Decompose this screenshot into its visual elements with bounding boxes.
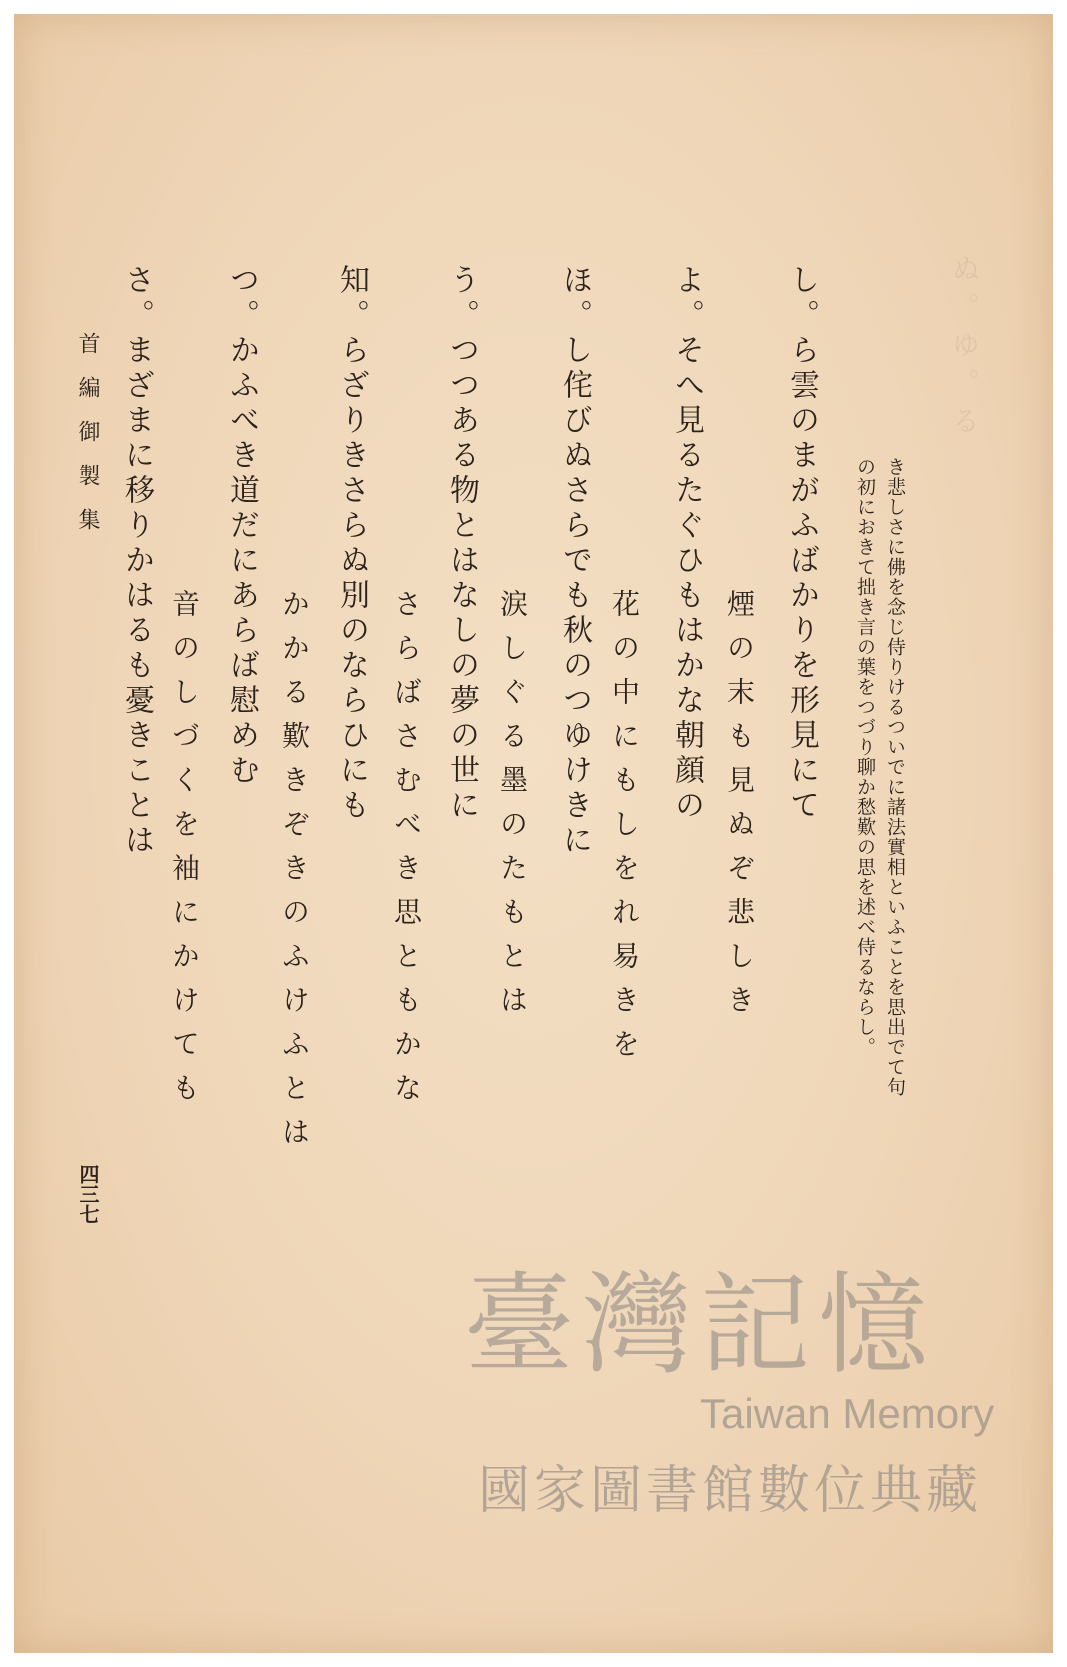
poem-6-lower: 音のしづくを袖にかけても <box>168 589 201 1117</box>
poem-4-lower: さらばさむべき思ともかな <box>390 589 423 1117</box>
poem-2-upper: よ。そへ見るたぐひもはかな朝顔の <box>669 264 704 824</box>
watermark-english: Taiwan Memory <box>700 1390 995 1437</box>
watermark-subtitle: 國家圖書館數位典藏 <box>477 1462 982 1520</box>
page-number: 四三七 <box>76 1164 100 1224</box>
poem-1-upper: し。ら雲のまがふばかりを形見にて <box>784 264 819 824</box>
poem-2-lower: 花の中にもしをれ易きを <box>608 589 641 1073</box>
watermark-chinese: 臺灣記憶 <box>464 1261 936 1389</box>
poem-3-lower: 涙しぐる墨のたもとは <box>496 589 529 1029</box>
poem-4-upper: う。つつある物とはなしの夢の世に <box>444 264 479 824</box>
intro-line-1: き悲しさに佛を念じ侍りけるついでに諸法實相といふことを思出でて句 <box>884 457 906 1097</box>
bleed-through-text: ぬ。ゆ。る <box>948 254 981 444</box>
poem-6-upper: つ。かふべき道だにあらば慰めむ <box>224 264 259 789</box>
poem-7-upper: さ。まざまに移りかはるも憂きことは <box>119 264 154 859</box>
poem-1-lower: 煙の末も見ぬぞ悲しき <box>723 589 756 1029</box>
intro-line-2: の初におきて拙き言の葉をつづり聊か愁歎の思を述べ侍るならし。 <box>854 457 876 1057</box>
poem-3-upper: ほ。し侘びぬさらでも秋のつゆけきに <box>557 264 592 859</box>
poem-5-lower: かかる歎きぞきのふけふとは <box>278 589 311 1161</box>
running-title: 首編御製集 <box>75 332 100 552</box>
poem-5-upper: 知。らざりきさらぬ別のならひにも <box>334 264 369 824</box>
